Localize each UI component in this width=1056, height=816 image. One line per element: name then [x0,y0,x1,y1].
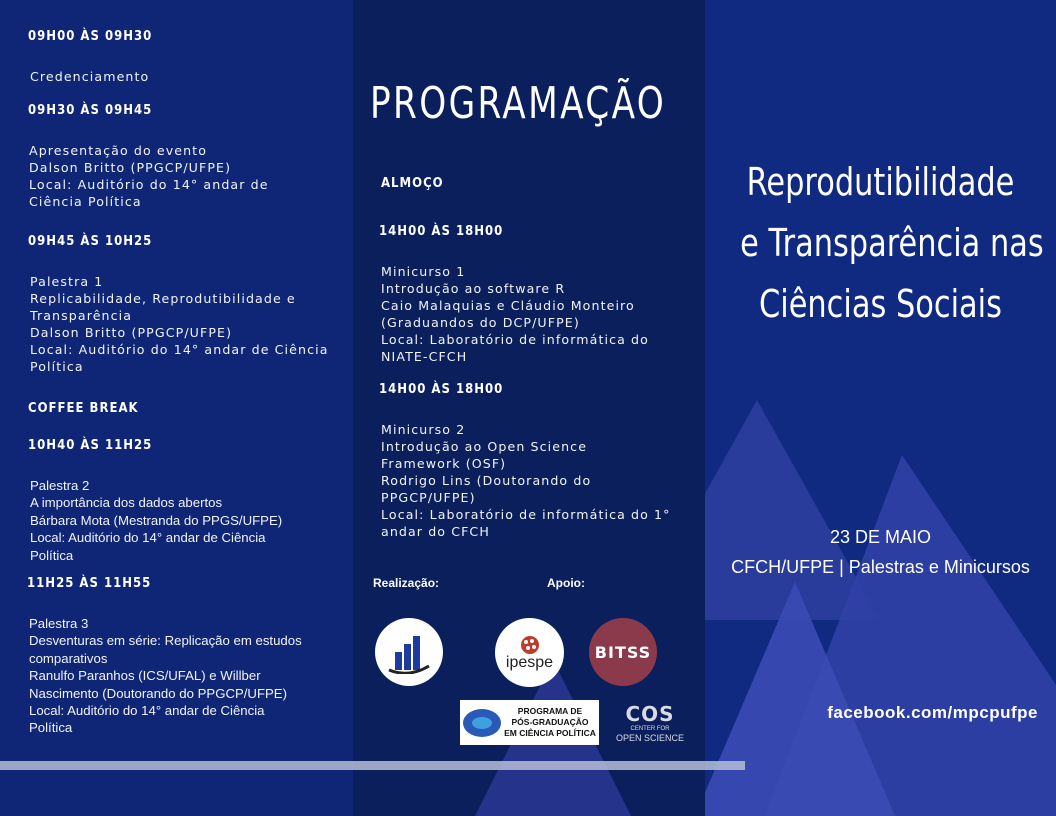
cos-logo: COS CENTER FOR OPEN SCIENCE [612,702,688,746]
session-description: Credenciamento [30,69,150,84]
time-slot: 14H00 ÀS 18H00 [379,382,504,397]
bar-chart-logo-icon [385,630,433,674]
ppgcp-logo: PROGRAMA DE PÓS-GRADUAÇÃO EM CIÊNCIA POLÍTICA [460,700,599,745]
session-description: Apresentação do evento Dalson Britto (PPGCP/UFPE) Local: Auditório do 14° andar de Ciência Política [29,143,269,209]
ipespe-wordmark: ipespe [505,653,554,671]
coffee-break: COFFEE BREAK [28,401,139,416]
bitss-wordmark: BITSS [594,642,652,662]
bitss-logo [589,618,657,686]
time-slot: 09H45 ÀS 10H25 [28,234,153,249]
event-place: CFCH/UFPE | Palestras e Minicursos [731,557,1030,577]
cos-mark: COS [625,702,675,726]
facebook-link[interactable]: facebook.com/mpcpufpe [827,703,1038,722]
time-slot: 09H00 ÀS 09H30 [28,29,153,44]
decorative-triangles [705,395,1056,816]
event-date: 23 DE MAIO [829,527,932,547]
bottom-bar [0,761,745,770]
ipespe-logo [495,618,564,687]
page-title: PROGRAMAÇÃO [370,78,667,129]
time-slot: 11H25 ÀS 11H55 [27,576,152,591]
ipespe-dots-icon [515,634,545,656]
session-description: Palestra 2 A importância dos dados abertos Bárbara Mota (Mestranda do PPGS/UFPE) Local: Auditório do 14° andar de Ciência Política [30,478,283,563]
session-description: Palestra 1 Replicabilidade, Reprodutibilidade e Transparência Dalson Britto (PPGCP/UFPE) Local: Auditório do 14° andar de Ciência Política [30,274,329,374]
time-slot: 14H00 ÀS 18H00 [379,224,504,239]
lunch-label: ALMOÇO [381,176,444,191]
right-panel [705,0,1056,816]
organizer-label: Realização: [373,576,440,590]
globe-icon [462,703,502,743]
event-title: Reprodutibilidade e Transparência nas Ciências Sociais [740,160,1044,326]
session-description: Minicurso 2 Introdução ao Open Science Framework (OSF) Rodrigo Lins (Doutorando do PPGCP/UFPE) Local: Laboratório de informática do 1° andar do CFCH [381,422,671,539]
time-slot: 09H30 ÀS 09H45 [28,103,153,118]
support-label: Apoio: [547,576,585,590]
session-description: Minicurso 1 Introdução ao software R Caio Malaquias e Cláudio Monteiro (Graduandos do DCP/UFPE) Local: Laboratório de informática do NIATE-CFCH [381,264,649,364]
time-slot: 10H40 ÀS 11H25 [28,438,153,453]
mpcp-logo [375,618,443,686]
session-description: Palestra 3 Desventuras em série: Replicação em estudos comparativos Ranulfo Paranhos (ICS/UFAL) e Willber Nascimento (Doutorando do PPGCP/UFPE) Local: Auditório do 14° andar de Ciência Política [29,616,302,736]
